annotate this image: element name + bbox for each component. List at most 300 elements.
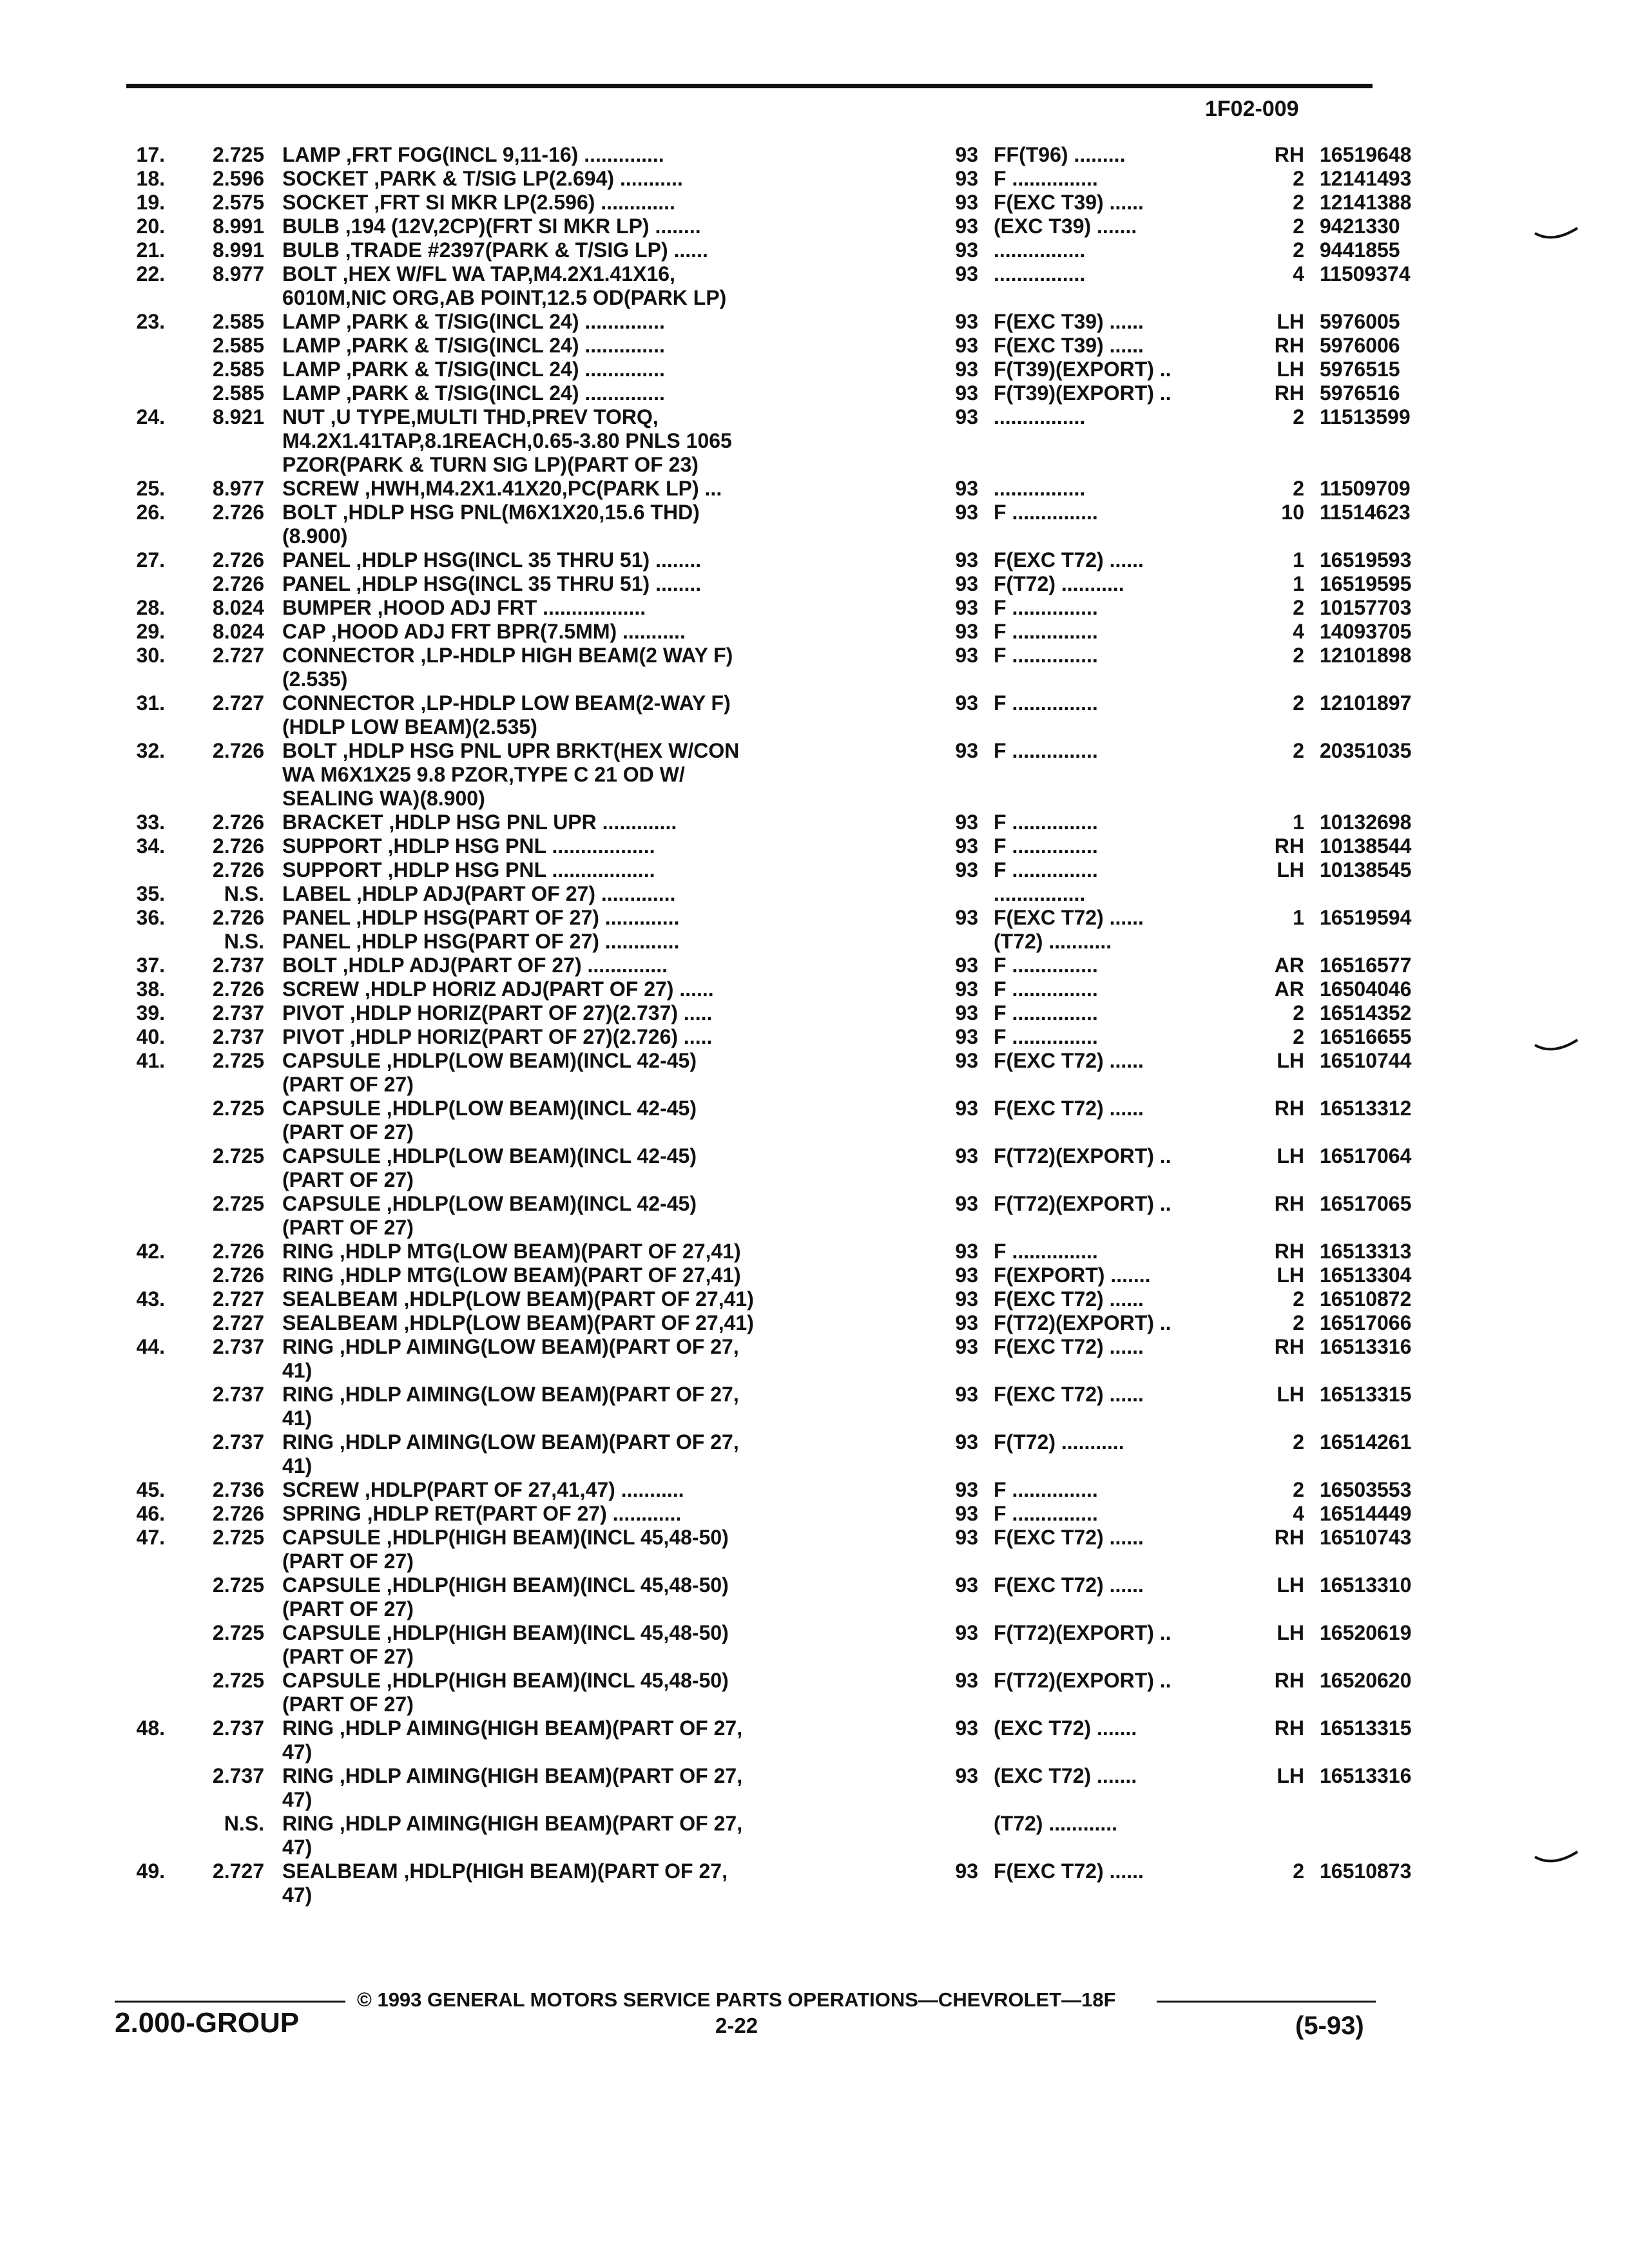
part-description: CAPSULE ,HDLP(HIGH BEAM)(INCL 45,48-50) (PART OF 27) <box>282 1621 729 1668</box>
quantity: 2 <box>1293 596 1304 619</box>
footer-page-number: 2-22 <box>715 2013 758 2037</box>
part-number: 10138544 <box>1320 834 1412 858</box>
item-number: 18. <box>136 167 165 190</box>
part-description: CAPSULE ,HDLP(HIGH BEAM)(INCL 45,48-50) (PART OF 27) <box>282 1526 729 1573</box>
part-number: 12101897 <box>1320 691 1412 715</box>
top-rule <box>126 84 1373 88</box>
model-year: 93 <box>955 215 978 238</box>
quantity: 2 <box>1293 691 1304 715</box>
part-number: 16520620 <box>1320 1669 1412 1692</box>
item-number: 44. <box>136 1335 165 1358</box>
part-number: 16516577 <box>1320 954 1412 977</box>
parts-row <box>0 1669 1629 1716</box>
quantity: LH <box>1277 1383 1304 1406</box>
illustration-ref: 2.737 <box>212 1335 264 1358</box>
part-description: NUT ,U TYPE,MULTI THD,PREV TORQ, M4.2X1.41TAP,8.1REACH,0.65-3.80 PNLS 1065 PZOR(PARK & TURN SIG LP)(PART OF 23) <box>282 405 732 476</box>
part-description: SPRING ,HDLP RET(PART OF 27) ............ <box>282 1502 682 1525</box>
parts-row <box>0 1383 1629 1430</box>
quantity: 1 <box>1293 548 1304 572</box>
part-description: PANEL ,HDLP HSG(PART OF 27) ............. <box>282 906 680 929</box>
usage-code: F ............... <box>994 501 1098 524</box>
model-year: 93 <box>955 1311 978 1334</box>
part-number: 16510743 <box>1320 1526 1412 1549</box>
parts-row <box>0 1144 1629 1192</box>
item-number: 36. <box>136 906 165 929</box>
illustration-ref: 2.727 <box>212 1860 264 1883</box>
quantity: RH <box>1274 834 1304 858</box>
usage-code: F ............... <box>994 834 1098 858</box>
quantity: LH <box>1277 1621 1304 1644</box>
illustration-ref: 2.725 <box>212 1526 264 1549</box>
item-number: 46. <box>136 1502 165 1525</box>
parts-row <box>0 1049 1629 1097</box>
part-description: PANEL ,HDLP HSG(INCL 35 THRU 51) ........ <box>282 572 702 595</box>
part-description: BOLT ,HDLP HSG PNL UPR BRKT(HEX W/CON WA M6X1X25 9.8 PZOR,TYPE C 21 OD W/ SEALING WA)(8.900) <box>282 739 740 810</box>
illustration-ref: 2.725 <box>212 1097 264 1120</box>
quantity: RH <box>1274 1240 1304 1263</box>
model-year: 93 <box>955 381 978 405</box>
part-number: 16517066 <box>1320 1311 1412 1334</box>
model-year: 93 <box>955 1478 978 1501</box>
part-description: PIVOT ,HDLP HORIZ(PART OF 27)(2.737) ..... <box>282 1001 713 1024</box>
part-number: 16510872 <box>1320 1287 1412 1311</box>
part-number: 9421330 <box>1320 215 1400 238</box>
footer-group: 2.000-GROUP <box>115 2007 300 2039</box>
model-year: 93 <box>955 1502 978 1525</box>
item-number: 22. <box>136 262 165 285</box>
usage-code: F(EXC T39) ...... <box>994 191 1144 214</box>
usage-code: F(EXC T72) ...... <box>994 1383 1144 1406</box>
parts-row <box>0 1716 1629 1764</box>
parts-row <box>0 143 1629 167</box>
illustration-ref: 2.585 <box>212 310 264 333</box>
part-number: 16519648 <box>1320 143 1412 166</box>
part-description: RING ,HDLP AIMING(LOW BEAM)(PART OF 27, 41) <box>282 1430 739 1477</box>
parts-row <box>0 691 1629 739</box>
usage-code: F(T39)(EXPORT) .. <box>994 358 1171 381</box>
item-number: 39. <box>136 1001 165 1024</box>
quantity: RH <box>1274 1716 1304 1740</box>
part-description: RING ,HDLP AIMING(HIGH BEAM)(PART OF 27, 47) <box>282 1716 743 1763</box>
usage-code: F(T72)(EXPORT) .. <box>994 1621 1171 1644</box>
part-number: 16519595 <box>1320 572 1412 595</box>
quantity: 1 <box>1293 572 1304 595</box>
part-description: BOLT ,HDLP ADJ(PART OF 27) .............. <box>282 954 668 977</box>
parts-row <box>0 1764 1629 1812</box>
usage-code: (EXC T72) ....... <box>994 1764 1137 1787</box>
part-description: BRACKET ,HDLP HSG PNL UPR ............. <box>282 811 677 834</box>
illustration-ref: 2.737 <box>212 954 264 977</box>
usage-code: ................ <box>994 405 1086 428</box>
footer-copyright: © 1993 GENERAL MOTORS SERVICE PARTS OPERATIONS—CHEVROLET—18F <box>357 1988 1116 2011</box>
part-description: BUMPER ,HOOD ADJ FRT .................. <box>282 596 646 619</box>
part-number: 11509374 <box>1320 262 1411 285</box>
usage-code: ................ <box>994 477 1086 500</box>
parts-row <box>0 1502 1629 1526</box>
part-description: SOCKET ,FRT SI MKR LP(2.596) ............. <box>282 191 675 214</box>
part-number: 16513315 <box>1320 1716 1412 1740</box>
quantity: 2 <box>1293 167 1304 190</box>
quantity: 2 <box>1293 215 1304 238</box>
part-description: LAMP ,FRT FOG(INCL 9,11-16) .............. <box>282 143 664 166</box>
part-number: 11513599 <box>1320 405 1411 428</box>
part-number: 16514261 <box>1320 1430 1412 1454</box>
parts-row <box>0 310 1629 334</box>
model-year: 93 <box>955 834 978 858</box>
item-number: 30. <box>136 644 165 667</box>
binder-hole-mark <box>1534 1037 1579 1057</box>
quantity: 2 <box>1293 739 1304 762</box>
model-year: 93 <box>955 1335 978 1358</box>
usage-code: F ............... <box>994 596 1098 619</box>
usage-code: F(T72) ........... <box>994 1430 1124 1454</box>
part-number: 16513313 <box>1320 1240 1412 1263</box>
usage-code: F(EXPORT) ....... <box>994 1264 1151 1287</box>
parts-row <box>0 262 1629 310</box>
part-number: 16513312 <box>1320 1097 1412 1120</box>
model-year: 93 <box>955 1049 978 1072</box>
illustration-ref: 8.977 <box>212 477 264 500</box>
illustration-ref: N.S. <box>224 930 264 953</box>
part-description: SUPPORT ,HDLP HSG PNL .................. <box>282 858 655 881</box>
quantity: LH <box>1277 1264 1304 1287</box>
part-number: 16517065 <box>1320 1192 1412 1215</box>
part-description: PANEL ,HDLP HSG(PART OF 27) ............. <box>282 930 680 953</box>
part-description: CAPSULE ,HDLP(LOW BEAM)(INCL 42-45) (PART OF 27) <box>282 1049 697 1096</box>
usage-code: F ............... <box>994 1240 1098 1263</box>
usage-code: F ............... <box>994 858 1098 881</box>
part-description: CONNECTOR ,LP-HDLP LOW BEAM(2-WAY F) (HDLP LOW BEAM)(2.535) <box>282 691 731 738</box>
model-year: 93 <box>955 143 978 166</box>
item-number: 38. <box>136 977 165 1001</box>
part-description: CAPSULE ,HDLP(HIGH BEAM)(INCL 45,48-50) (PART OF 27) <box>282 1573 729 1620</box>
part-number: 16513310 <box>1320 1573 1412 1597</box>
quantity: 2 <box>1293 1478 1304 1501</box>
model-year: 93 <box>955 1430 978 1454</box>
parts-row <box>0 167 1629 191</box>
parts-list <box>0 143 1629 1907</box>
item-number: 29. <box>136 620 165 643</box>
parts-row <box>0 1621 1629 1669</box>
model-year: 93 <box>955 1001 978 1024</box>
usage-code: F(EXC T72) ...... <box>994 906 1144 929</box>
usage-code: F ............... <box>994 644 1098 667</box>
part-number: 16513316 <box>1320 1335 1412 1358</box>
illustration-ref: 2.725 <box>212 1573 264 1597</box>
item-number: 49. <box>136 1860 165 1883</box>
parts-row <box>0 1311 1629 1335</box>
footer-rule-left <box>115 2001 345 2003</box>
model-year: 93 <box>955 906 978 929</box>
part-number: 16516655 <box>1320 1025 1412 1048</box>
part-description: RING ,HDLP MTG(LOW BEAM)(PART OF 27,41) <box>282 1264 741 1287</box>
part-description: SUPPORT ,HDLP HSG PNL .................. <box>282 834 655 858</box>
parts-row <box>0 405 1629 477</box>
binder-hole-mark <box>1534 1849 1579 1869</box>
parts-row <box>0 1860 1629 1907</box>
model-year: 93 <box>955 1526 978 1549</box>
part-description: CAPSULE ,HDLP(LOW BEAM)(INCL 42-45) (PART OF 27) <box>282 1144 697 1191</box>
usage-code: (T72) ........... <box>994 930 1112 953</box>
part-number: 16519594 <box>1320 906 1412 929</box>
illustration-ref: 2.725 <box>212 1192 264 1215</box>
illustration-ref: 8.024 <box>212 596 264 619</box>
part-number: 12101898 <box>1320 644 1412 667</box>
part-description: LAMP ,PARK & T/SIG(INCL 24) .............. <box>282 358 665 381</box>
model-year: 93 <box>955 1383 978 1406</box>
usage-code: FF(T96) ......... <box>994 143 1126 166</box>
usage-code: F ............... <box>994 1478 1098 1501</box>
model-year: 93 <box>955 191 978 214</box>
parts-row <box>0 381 1629 405</box>
model-year: 93 <box>955 1621 978 1644</box>
item-number: 35. <box>136 882 165 905</box>
part-description: LAMP ,PARK & T/SIG(INCL 24) .............. <box>282 381 665 405</box>
part-description: RING ,HDLP AIMING(HIGH BEAM)(PART OF 27, 47) <box>282 1764 743 1811</box>
quantity: 2 <box>1293 238 1304 262</box>
illustration-ref: 8.977 <box>212 262 264 285</box>
quantity: 2 <box>1293 405 1304 428</box>
part-number: 16519593 <box>1320 548 1412 572</box>
quantity: RH <box>1274 1335 1304 1358</box>
parts-row <box>0 930 1629 954</box>
part-description: CAPSULE ,HDLP(LOW BEAM)(INCL 42-45) (PART OF 27) <box>282 1097 697 1144</box>
parts-row <box>0 1335 1629 1383</box>
model-year: 93 <box>955 405 978 428</box>
item-number: 47. <box>136 1526 165 1549</box>
part-description: LAMP ,PARK & T/SIG(INCL 24) .............. <box>282 310 665 333</box>
model-year: 93 <box>955 262 978 285</box>
parts-row <box>0 906 1629 930</box>
quantity: RH <box>1274 143 1304 166</box>
quantity: 2 <box>1293 1311 1304 1334</box>
part-number: 9441855 <box>1320 238 1400 262</box>
illustration-ref: 2.726 <box>212 501 264 524</box>
illustration-ref: 2.727 <box>212 1287 264 1311</box>
quantity: RH <box>1274 1097 1304 1120</box>
part-number: 10157703 <box>1320 596 1412 619</box>
parts-row <box>0 548 1629 572</box>
illustration-ref: 2.737 <box>212 1001 264 1024</box>
item-number: 32. <box>136 739 165 762</box>
part-description: RING ,HDLP AIMING(LOW BEAM)(PART OF 27, 41) <box>282 1383 739 1430</box>
parts-row <box>0 811 1629 834</box>
parts-row <box>0 620 1629 644</box>
usage-code: ................ <box>994 238 1086 262</box>
item-number: 42. <box>136 1240 165 1263</box>
part-description: CAPSULE ,HDLP(LOW BEAM)(INCL 42-45) (PART OF 27) <box>282 1192 697 1239</box>
item-number: 27. <box>136 548 165 572</box>
illustration-ref: 2.726 <box>212 811 264 834</box>
quantity: 2 <box>1293 477 1304 500</box>
model-year: 93 <box>955 858 978 881</box>
illustration-ref: 2.585 <box>212 334 264 357</box>
item-number: 41. <box>136 1049 165 1072</box>
item-number: 21. <box>136 238 165 262</box>
illustration-ref: 2.725 <box>212 1049 264 1072</box>
quantity: RH <box>1274 1192 1304 1215</box>
part-description: RING ,HDLP MTG(LOW BEAM)(PART OF 27,41) <box>282 1240 741 1263</box>
usage-code: (EXC T72) ....... <box>994 1716 1137 1740</box>
illustration-ref: 2.585 <box>212 381 264 405</box>
part-description: BULB ,194 (12V,2CP)(FRT SI MKR LP) ........ <box>282 215 701 238</box>
usage-code: F ............... <box>994 811 1098 834</box>
usage-code: F(EXC T72) ...... <box>994 1526 1144 1549</box>
quantity: 4 <box>1293 262 1304 285</box>
usage-code: F(EXC T72) ...... <box>994 1049 1144 1072</box>
model-year: 93 <box>955 1264 978 1287</box>
part-description: BULB ,TRADE #2397(PARK & T/SIG LP) ...... <box>282 238 708 262</box>
model-year: 93 <box>955 310 978 333</box>
part-number: 16504046 <box>1320 977 1412 1001</box>
illustration-ref: 2.727 <box>212 691 264 715</box>
part-description: CAPSULE ,HDLP(HIGH BEAM)(INCL 45,48-50) (PART OF 27) <box>282 1669 729 1716</box>
part-number: 16513304 <box>1320 1264 1412 1287</box>
part-number: 16510873 <box>1320 1860 1412 1883</box>
illustration-ref: 2.726 <box>212 834 264 858</box>
illustration-ref: 8.024 <box>212 620 264 643</box>
quantity: AR <box>1274 954 1304 977</box>
model-year: 93 <box>955 1716 978 1740</box>
usage-code: F(EXC T72) ...... <box>994 1335 1144 1358</box>
part-description: SEALBEAM ,HDLP(LOW BEAM)(PART OF 27,41) <box>282 1311 754 1334</box>
parts-row <box>0 596 1629 620</box>
usage-code: F(EXC T72) ...... <box>994 548 1144 572</box>
illustration-ref: 2.737 <box>212 1716 264 1740</box>
illustration-ref: 2.726 <box>212 572 264 595</box>
quantity: 2 <box>1293 191 1304 214</box>
model-year: 93 <box>955 1240 978 1263</box>
item-number: 37. <box>136 954 165 977</box>
quantity: LH <box>1277 1144 1304 1168</box>
part-description: SCREW ,HWH,M4.2X1.41X20,PC(PARK LP) ... <box>282 477 722 500</box>
quantity: 2 <box>1293 1287 1304 1311</box>
quantity: 1 <box>1293 906 1304 929</box>
parts-row <box>0 191 1629 215</box>
parts-row <box>0 1240 1629 1264</box>
binder-hole-mark <box>1534 226 1579 245</box>
usage-code: F(EXC T72) ...... <box>994 1287 1144 1311</box>
usage-code: F(EXC T39) ...... <box>994 334 1144 357</box>
quantity: 10 <box>1281 501 1304 524</box>
model-year: 93 <box>955 691 978 715</box>
part-description: CONNECTOR ,LP-HDLP HIGH BEAM(2 WAY F) (2.535) <box>282 644 733 691</box>
quantity: 2 <box>1293 1001 1304 1024</box>
quantity: 2 <box>1293 644 1304 667</box>
item-number: 31. <box>136 691 165 715</box>
part-description: BOLT ,HDLP HSG PNL(M6X1X20,15.6 THD) (8.900) <box>282 501 700 548</box>
illustration-ref: 2.726 <box>212 906 264 929</box>
usage-code: F(EXC T72) ...... <box>994 1573 1144 1597</box>
quantity: LH <box>1277 1764 1304 1787</box>
usage-code: F(T72)(EXPORT) .. <box>994 1669 1171 1692</box>
item-number: 24. <box>136 405 165 428</box>
parts-row <box>0 858 1629 882</box>
part-number: 5976005 <box>1320 310 1400 333</box>
model-year: 93 <box>955 1192 978 1215</box>
illustration-ref: N.S. <box>224 882 264 905</box>
part-number: 16513315 <box>1320 1383 1412 1406</box>
quantity: 4 <box>1293 620 1304 643</box>
usage-code: F ............... <box>994 977 1098 1001</box>
parts-row <box>0 1001 1629 1025</box>
model-year: 93 <box>955 1097 978 1120</box>
model-year: 93 <box>955 596 978 619</box>
usage-code: F ............... <box>994 1001 1098 1024</box>
item-number: 43. <box>136 1287 165 1311</box>
parts-row <box>0 1430 1629 1478</box>
part-description: SEALBEAM ,HDLP(HIGH BEAM)(PART OF 27, 47) <box>282 1860 728 1907</box>
illustration-ref: 2.725 <box>212 1144 264 1168</box>
quantity: LH <box>1277 858 1304 881</box>
parts-row <box>0 1812 1629 1860</box>
illustration-ref: 2.726 <box>212 858 264 881</box>
illustration-ref: 2.727 <box>212 1311 264 1334</box>
illustration-ref: 2.726 <box>212 1240 264 1263</box>
part-number: 16514449 <box>1320 1502 1412 1525</box>
page-code: 1F02-009 <box>1205 97 1299 121</box>
item-number: 20. <box>136 215 165 238</box>
parts-row <box>0 644 1629 691</box>
part-description: SCREW ,HDLP(PART OF 27,41,47) ........... <box>282 1478 684 1501</box>
model-year: 93 <box>955 167 978 190</box>
model-year: 93 <box>955 1669 978 1692</box>
model-year: 93 <box>955 1764 978 1787</box>
usage-code: F ............... <box>994 739 1098 762</box>
part-number: 16513316 <box>1320 1764 1412 1787</box>
item-number: 34. <box>136 834 165 858</box>
illustration-ref: 2.725 <box>212 1669 264 1692</box>
model-year: 93 <box>955 358 978 381</box>
parts-row <box>0 1264 1629 1287</box>
item-number: 23. <box>136 310 165 333</box>
part-number: 20351035 <box>1320 739 1412 762</box>
part-number: 5976516 <box>1320 381 1400 405</box>
parts-row <box>0 477 1629 501</box>
part-description: LABEL ,HDLP ADJ(PART OF 27) ............. <box>282 882 676 905</box>
item-number: 19. <box>136 191 165 214</box>
usage-code: F(EXC T39) ...... <box>994 310 1144 333</box>
quantity: LH <box>1277 310 1304 333</box>
usage-code: (EXC T39) ....... <box>994 215 1137 238</box>
part-number: 5976006 <box>1320 334 1400 357</box>
parts-row <box>0 1478 1629 1502</box>
part-number: 16517064 <box>1320 1144 1412 1168</box>
quantity: LH <box>1277 1573 1304 1597</box>
parts-row <box>0 358 1629 381</box>
part-description: SEALBEAM ,HDLP(LOW BEAM)(PART OF 27,41) <box>282 1287 754 1311</box>
item-number: 40. <box>136 1025 165 1048</box>
part-description: LAMP ,PARK & T/SIG(INCL 24) .............. <box>282 334 665 357</box>
illustration-ref: 2.726 <box>212 1264 264 1287</box>
model-year: 93 <box>955 238 978 262</box>
illustration-ref: 8.991 <box>212 238 264 262</box>
illustration-ref: 2.725 <box>212 1621 264 1644</box>
item-number: 28. <box>136 596 165 619</box>
parts-row <box>0 238 1629 262</box>
part-number: 10138545 <box>1320 858 1412 881</box>
usage-code: F(EXC T72) ...... <box>994 1860 1144 1883</box>
part-number: 16510744 <box>1320 1049 1412 1072</box>
illustration-ref: 2.726 <box>212 739 264 762</box>
model-year: 93 <box>955 620 978 643</box>
illustration-ref: 2.737 <box>212 1430 264 1454</box>
model-year: 93 <box>955 739 978 762</box>
model-year: 93 <box>955 1860 978 1883</box>
model-year: 93 <box>955 501 978 524</box>
footer-rule-right <box>1157 2001 1376 2003</box>
model-year: 93 <box>955 644 978 667</box>
